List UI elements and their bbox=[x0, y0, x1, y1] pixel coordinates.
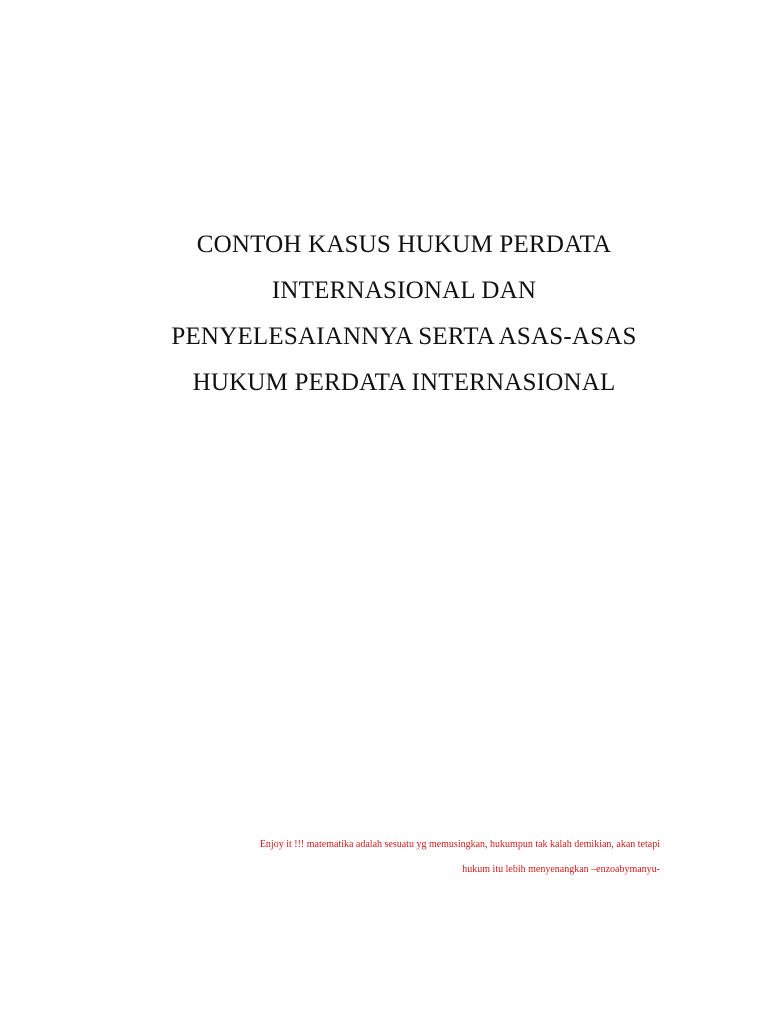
title-line-4: HUKUM PERDATA INTERNASIONAL bbox=[192, 369, 616, 396]
title-line-2: INTERNASIONAL DAN bbox=[271, 277, 537, 304]
title-line-3: PENYELESAIANNYA SERTA ASAS-ASAS bbox=[171, 323, 637, 350]
footer-line-2: hukum itu lebih menyenangkan –enzoabymanyu- bbox=[462, 864, 660, 875]
document-title bbox=[0, 222, 768, 406]
footer-note bbox=[100, 832, 660, 882]
title-line-1: CONTOH KASUS HUKUM PERDATA bbox=[196, 231, 612, 258]
footer-line-1: Enjoy it !!! matematika adalah sesuatu yg memusingkan, hukumpun tak kalah demikian, akan tetapi bbox=[259, 839, 660, 850]
